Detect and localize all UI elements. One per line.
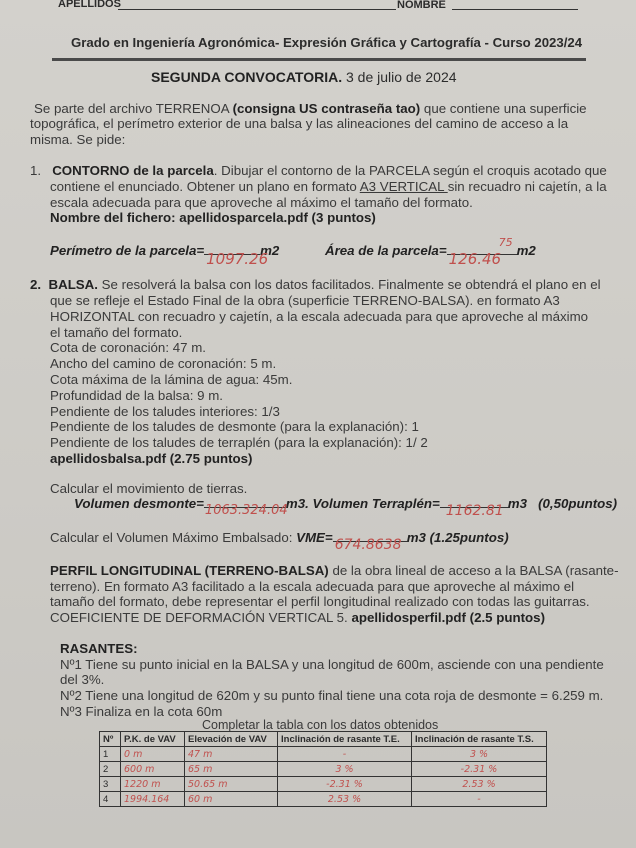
area-extra: 75 [498,236,513,249]
rasante-1-b: del 3%. [60,672,105,687]
area-row [325,236,536,268]
intro-line-1: Se parte del archivo TERRENOA (consigna US contraseña tao) que contiene una superficie [34,101,587,116]
q2-line-4: Cota de coronación: 47 m. [50,340,206,355]
convocatoria-title: SEGUNDA CONVOCATORIA. [151,69,343,85]
q2-line-1: que se refleje el Estado Final de la obra (superficie TERRENO-BALSA). en formato A3 [50,293,560,308]
vme-blank [333,537,407,553]
terraplen-blank [440,503,508,519]
course-title: Grado en Ingeniería Agronómica- Expresión Gráfica y Cartografía - Curso 2023/24 [71,35,583,50]
col-te: Inclinación de rasante T.E. [278,732,412,747]
q1-line-1: 1. CONTORNO de la parcela. Dibujar el contorno de la PARCELA según el croquis acotado que [30,163,607,178]
col-elev: Elevación de VAV [185,732,278,747]
q1-line-3: escala adecuada para que aproveche al máximo el tamaño del formato. [50,195,473,210]
vme-value: 674.8638 [334,537,402,553]
q2-line-9: Pendiente de los taludes de desmonte (para la explanación): 1 [50,419,419,434]
terraplen-unit: m3 [507,496,527,511]
desmonte-label: Volumen desmonte= [74,496,204,511]
nombre-label: NOMBRE [397,0,446,11]
terraplen-value: 1162.81 [445,503,504,519]
desmonte-unit: m3. Volumen Terraplén= [285,496,440,511]
perimetro-blank [204,250,269,268]
volumes-row [74,496,618,519]
intro-line-3: misma. Se pide: [30,132,126,147]
q2-line-8: Pendiente de los taludes interiores: 1/3 [50,404,280,419]
exam-date: 3 de julio de 2024 [345,69,457,85]
area-blank [447,236,517,268]
q2-line-10: Pendiente de los taludes de terraplén (para la explanación): 1/ 2 [50,435,428,450]
area-unit: m2 [516,243,536,258]
rasante-2: Nº2 Tiene una longitud de 620m y su punto final tiene una cota roja de desmonte = 6.259 m. [60,688,604,703]
col-pk: P.K. de VAV [121,732,185,747]
terraplen-points: (0,50puntos) [538,496,618,511]
q2-calc: Calcular el movimiento de tierras. [50,481,248,496]
perimetro-value: 1097.26 [206,250,269,268]
q2-line-2: HORIZONTAL con recuadro y cajetín, a la escala adecuada para que aproveche al máximo [50,309,589,324]
table-row: 3 1220 m 50.65 m -2.31 % 2.53 % [100,777,547,792]
q3-line-1: PERFIL LONGITUDINAL (TERRENO-BALSA) de la obra lineal de acceso a la BALSA (rasante- [50,563,619,578]
table-header-row [100,732,547,747]
col-ts: Inclinación de rasante T.S. [412,732,547,747]
q2-file: apellidosbalsa.pdf (2.75 puntos) [50,451,253,466]
desmonte-blank [204,503,288,518]
area-label: Área de la parcela= [325,243,447,258]
rasante-3: Nº3 Finaliza en la cota 60m [60,704,223,719]
vme-row: Calcular el Volumen Máximo Embalsado: VME= 674.8638 m3 (1.25puntos) [50,530,509,553]
q3-line-3: tamaño del formato, debe representar el perfil longitudinal realizado con todas las guitarras. [50,594,590,609]
q2-line-0: 2. BALSA. Se resolverá la balsa con los datos facilitados. Finalmente se obtendrá el plano en el [30,277,601,292]
q1-file: Nombre del fichero: apellidosparcela.pdf (3 puntos) [50,210,376,225]
table-caption: Completar la tabla con los datos obtenidos [202,718,439,732]
area-value: 126.46 [448,250,502,268]
intro-line-2: topográfica, el perímetro exterior de una balsa y las alineaciones del camino de acceso a la [30,116,569,131]
perimetro-row [50,243,280,268]
table-row: 2 600 m 65 m 3 % -2.31 % [100,762,547,777]
q2-line-5: Ancho del camino de coronación: 5 m. [50,356,277,371]
perimetro-label: Perímetro de la parcela= [50,243,205,258]
apellidos-label: APELLIDOS [58,0,121,10]
q2-line-7: Profundidad de la balsa: 9 m. [50,388,223,403]
q1-line-2: contiene el enunciado. Obtener un plano en formato A3 VERTICAL sin recuadro ni cajetín, a la [50,179,607,194]
desmonte-value: 1063.324.04 [204,503,288,518]
table-row: 1 0 m 47 m - 3 % [100,747,547,762]
table-row: 4 1994.164 60 m 2.53 % - [100,792,547,807]
rasantes-table [99,731,547,807]
col-num: Nº [100,732,121,747]
nombre-line [452,9,578,10]
q2-line-6: Cota máxima de la lámina de agua: 45m. [50,372,293,387]
perimetro-unit: m2 [260,243,280,258]
rasante-1-a: Nº1 Tiene su punto inicial en la BALSA y una longitud de 600m, asciende con una pendiente [60,657,604,672]
q2-line-3: el tamaño del formato. [50,325,183,340]
apellidos-line [118,9,396,10]
header-rule [52,58,586,61]
vme-unit: m3 (1.25puntos) [406,530,509,545]
q3-line-4: COEFICIENTE DE DEFORMACIÓN VERTICAL 5. apellidosperfil.pdf (2.5 puntos) [50,610,546,625]
q3-line-2: terreno). En formato A3 facilitado a la escala adecuada para que aproveche al máximo el [50,579,575,594]
convocatoria-line [151,69,457,85]
rasantes-title: RASANTES: [60,641,138,656]
